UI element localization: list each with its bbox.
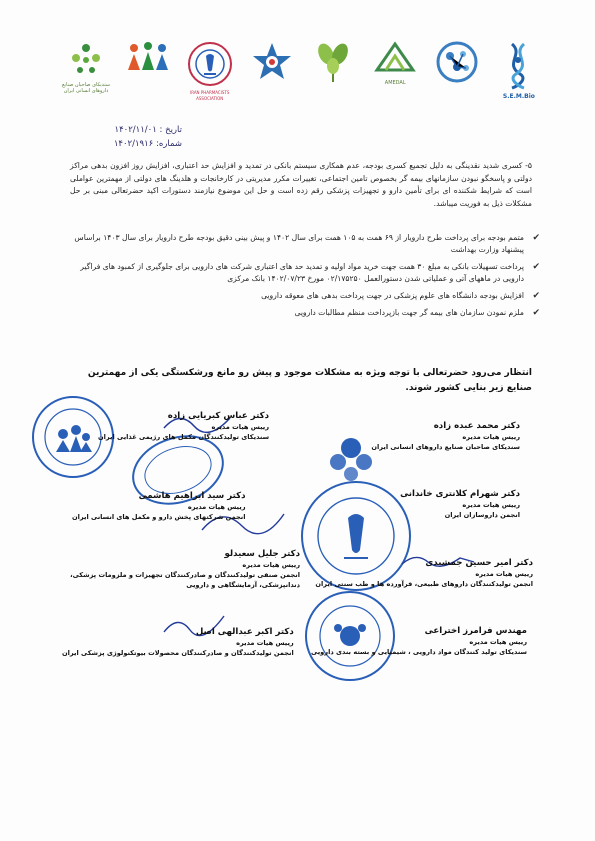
list-item: ✔ افزایش بودجه دانشگاه های علوم پزشکی در جهت پرداخت بدهی های معوقه دارویی — [261, 291, 540, 301]
letter-meta — [72, 123, 182, 151]
signer-role: رییس هیات مدیره — [462, 501, 520, 509]
check-icon: ✔ — [532, 262, 540, 272]
signer-organization: انجمن شرکتهای پخش دارو و مکمل های انسانی ایران — [72, 513, 246, 521]
demand-list — [70, 232, 540, 324]
amedal-logo — [369, 40, 421, 86]
logo-caption: IRAN PHARMACISTS ASSOCIATION — [190, 90, 230, 101]
signer-organization: سندیکای صاحبان صنایع داروهای انسانی ایران — [371, 443, 520, 451]
date-label: تاریخ : ۱۴۰۲/۱۱/۰۱ — [114, 125, 182, 135]
signer-name: دکتر امیر حسین جمشیدی — [425, 558, 533, 568]
list-item: ✔ ملزم نمودن سازمان های بیمه گر جهت بازپرداخت منظم مطالبات دارویی — [294, 308, 540, 318]
check-icon: ✔ — [532, 308, 540, 318]
signer-organization: سندیکای تولید کنندگان مواد دارویی ، شیمیایی و بسته بندی دارویی — [311, 648, 527, 656]
signature-block — [371, 420, 520, 452]
signature-block — [62, 626, 294, 658]
number-label: شماره: ۱۴۰۲/۱۹۱۶ — [113, 139, 182, 149]
signer-role: رییس هیات مدیره — [475, 570, 533, 578]
signer-role: رییس هیات مدیره — [469, 638, 527, 646]
closing-statement: انتظار می‌رود حضرتعالی با توجه ویژه به مشکلات موجود و پیش رو مانع ورشکستگی یکی از مهمترین صنایع زیر بنایی کشور شوند. — [87, 368, 532, 393]
signer-name: دکتر جلیل سعیدلو — [224, 549, 300, 559]
logo-caption: AMEDAL — [384, 80, 406, 86]
people-logo — [122, 40, 174, 78]
signer-organization: انجمن صنفی تولیدکنندگان و صادرکنندگان تجهیزات و ملزومات پزشکی، دندانپزشکی، آزمایشگاهی و دارویی — [70, 571, 300, 589]
signer-name: دکتر عباس کبریایی زاده — [167, 411, 270, 421]
molecule-logo — [431, 40, 483, 84]
signer-role: رییس هیات مدیره — [211, 423, 270, 431]
check-icon: ✔ — [532, 233, 540, 243]
logo-caption: سندیکای صاحبان صنایع داروهای انسانی ایران — [62, 82, 110, 94]
body-paragraph: ۵- کسری شدید نقدینگی به دلیل تجمیع کسری بودجه، عدم همکاری سیستم بانکی در تمدید و افزایش حد اعتباری، افزایش روز افزون بدهی مراکز دولتی و پاسخگو نبودن سازمانهای بیمه گر بخصوص تامین اجتماعی، تغییرات مکرر مدیریتی در کارخانجات و هلدینگ های دولتی از مهمترین عواملی است که شرایط شکننده ای برای تأمین دارو و تجهیزات پزشکی رقم زده است و حل این موضوع نیازمند دستورات اکید حضرتعالی مبنی بر حل مشکلات ذیل به فوریت میباشد. — [70, 161, 532, 208]
iran-pharmacists-association-logo — [184, 40, 236, 102]
signer-organization: انجمن تولیدکنندگان داروهای طبیعی، فرآورده ها و طب سنتی ایران — [315, 580, 533, 588]
logo-caption: S.E.M.Bio — [502, 93, 535, 100]
signature-block — [400, 488, 520, 520]
signer-role: رییس هیات مدیره — [187, 503, 246, 511]
signer-organization: سندیکای تولیدکنندگان مکمل های رژیمی غذایی ایران — [98, 433, 270, 441]
signature-block — [98, 410, 269, 442]
signer-organization: انجمن تولیدکنندگان و صادرکنندگان محصولات بیوتکنولوژی پزشکی ایران — [62, 649, 294, 657]
list-item: ✔ متمم بودجه برای پرداخت طرح دارویار از ۶۹ همت به ۱۰۵ همت برای سال ۱۴۰۲ و پیش بینی دقیق بودجه طرح دارویار برای سال ۱۴۰۳ براساس پیشنهاد وزارت بهداشت — [74, 233, 540, 254]
list-item: ✔ پرداخت تسهیلات بانکی به مبلغ ۳۰ همت جهت خرید مواد اولیه و تمدید حد های اعتباری شرکت های دارویی برای جلوگیری از کمبود های فراگیر دارویی در ماههای آتی و عملیاتی شدن دستورالعمل ۰۲/۱۷۵۲۵۰ مورخ ۱۴۰۲/۰۷/۲۳ بانک مرکزی — [80, 262, 540, 283]
check-icon: ✔ — [532, 291, 540, 301]
signer-role: رییس هیات مدیره — [462, 433, 520, 441]
plant-logo — [307, 40, 359, 86]
signature-block — [315, 557, 533, 589]
signer-name: دکتر محمد عبده زاده — [433, 421, 520, 431]
natural-pharma-logo — [60, 40, 112, 94]
star-logo — [246, 40, 298, 84]
signature-block — [311, 625, 527, 657]
logo-row — [60, 40, 545, 130]
signature-block — [70, 548, 300, 590]
signer-name: دکتر شهرام کلانتری خاندانی — [400, 489, 520, 499]
signer-name: دکتر سید ابراهیم هاشمی — [138, 491, 246, 501]
signer-name: دکتر اکبر عبدالهی اصل — [195, 627, 294, 637]
signer-role: رییس هیات مدیره — [236, 639, 294, 647]
semantic-bio-logo — [493, 40, 545, 100]
signer-name: مهندس فرامرز اختراعی — [424, 626, 527, 636]
signer-organization: انجمن داروسازان ایران — [444, 511, 520, 519]
signer-role: رییس هیات مدیره — [242, 561, 300, 569]
signature-block — [72, 490, 246, 522]
